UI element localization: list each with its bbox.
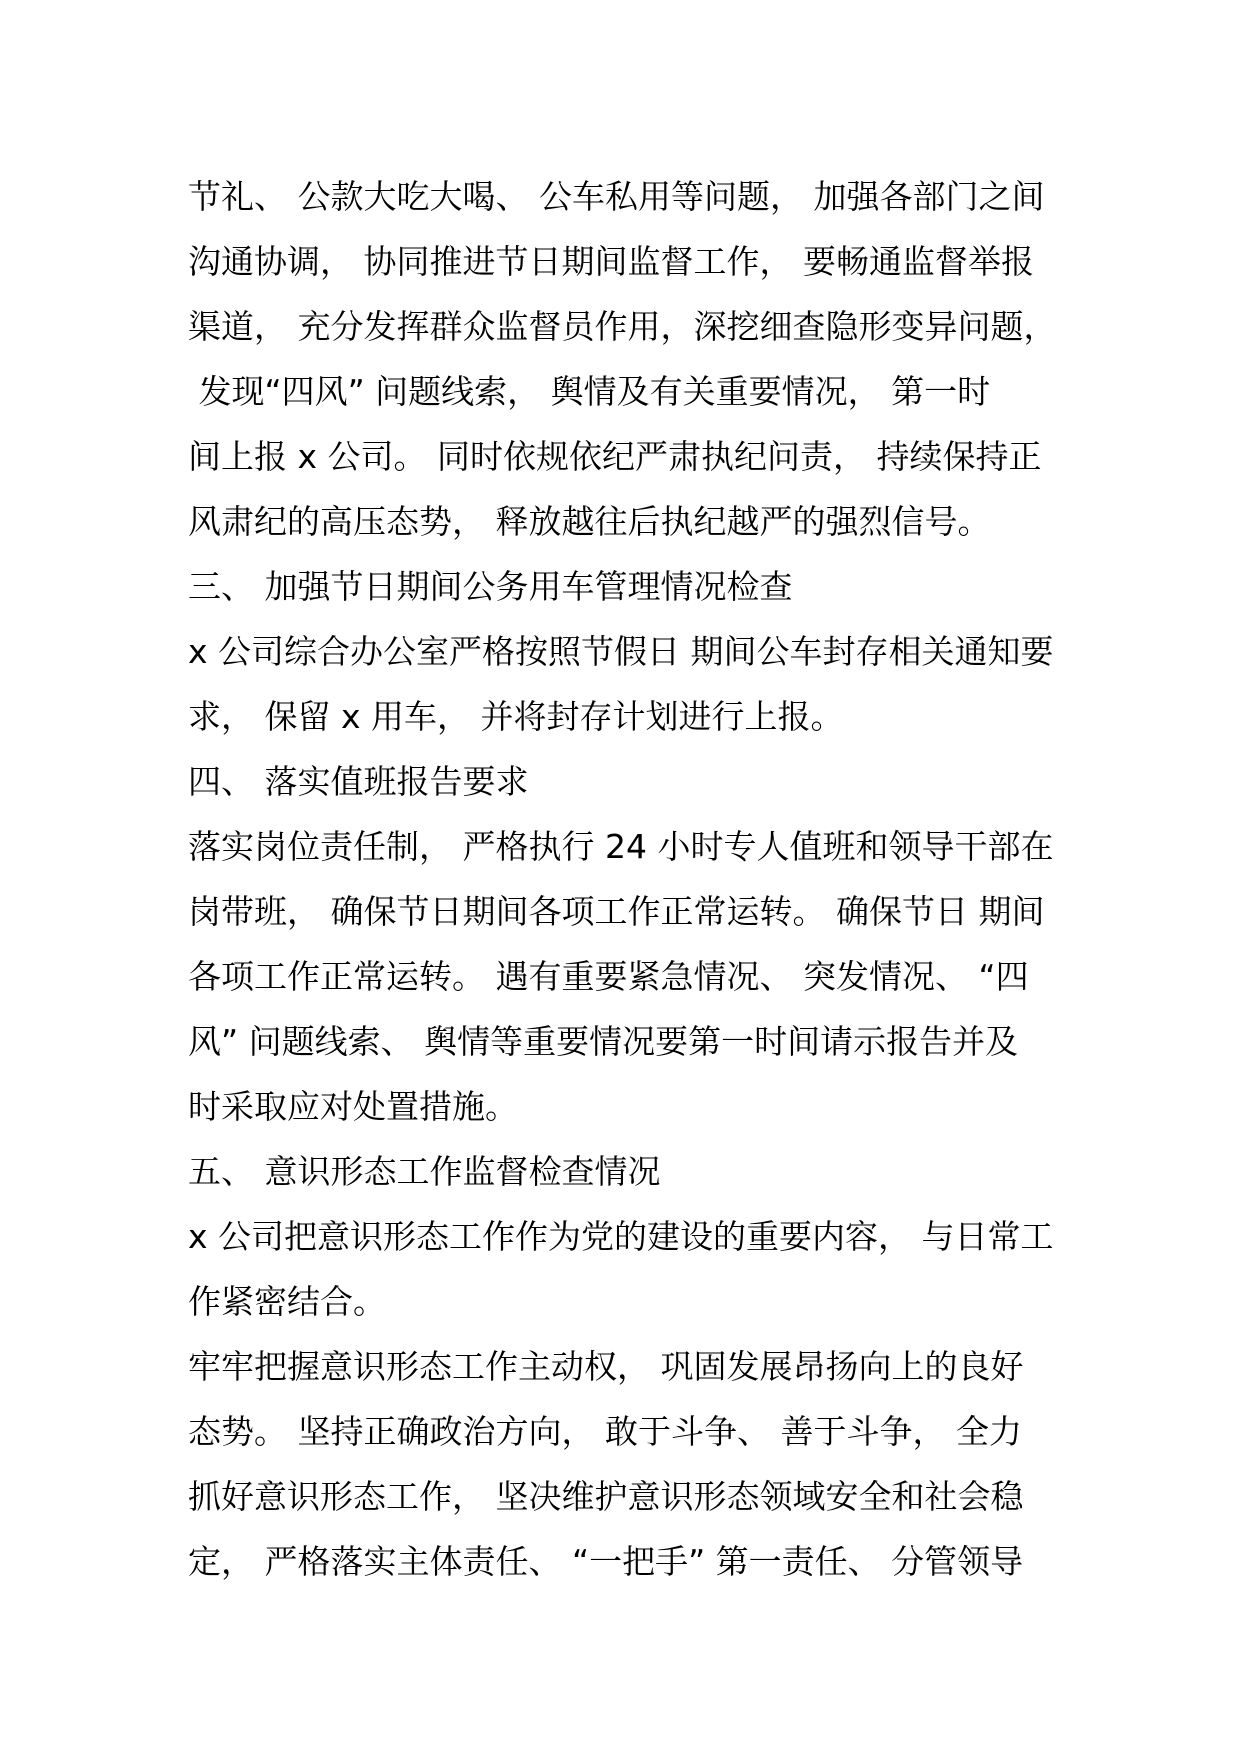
document-body: [188, 164, 1088, 1594]
body-line: 定， 严格落实主体责任、 “一把手” 第一责任、 分管领导: [188, 1542, 1024, 1581]
body-line: 各项工作正常运转。 遇有重要紧急情况、 突发情况、 “四: [188, 957, 1029, 996]
body-line: 态势。 坚持正确政治方向， 敢于斗争、 善于斗争， 全力: [188, 1412, 1022, 1451]
body-line: 作紧密结合。: [188, 1282, 386, 1321]
section-heading-5: 五、 意识形态工作监督检查情况: [188, 1152, 661, 1191]
body-line: 风肃纪的高压态势， 释放越往后执纪越严的强烈信号。: [188, 502, 991, 541]
body-line: 落实岗位责任制， 严格执行 24 小时专人值班和领导干部在: [188, 827, 1054, 866]
body-line: 风” 问题线索、 舆情等重要情况要第一时间请示报告并及: [188, 1022, 1019, 1061]
body-line: 渠道， 充分发挥群众监督员作用，深挖细查隐形变异问题，: [188, 307, 1057, 346]
body-line: x 公司把意识形态工作作为党的建设的重要内容， 与日常工: [188, 1217, 1054, 1256]
body-line: 发现“四风” 问题线索， 舆情及有关重要情况， 第一时: [188, 372, 991, 411]
body-line: 节礼、 公款大吃大喝、 公车私用等问题， 加强各部门之间: [188, 177, 1045, 216]
section-heading-4: 四、 落实值班报告要求: [188, 762, 529, 801]
body-line: 岗带班， 确保节日期间各项工作正常运转。 确保节日 期间: [188, 892, 1045, 931]
body-line: 时采取应对处置措施。: [188, 1087, 518, 1126]
body-line: x 公司综合办公室严格按照节假日 期间公车封存相关通知要: [188, 632, 1054, 671]
body-line: 求， 保留 x 用车， 并将封存计划进行上报。: [188, 697, 844, 736]
body-line: 抓好意识形态工作， 坚决维护意识形态领域安全和社会稳: [188, 1477, 1024, 1516]
body-line: 牢牢把握意识形态工作主动权， 巩固发展昂扬向上的良好: [188, 1347, 1024, 1386]
body-line: 间上报 x 公司。 同时依规依纪严肃执纪问责， 持续保持正: [188, 437, 1042, 476]
section-heading-3: 三、 加强节日期间公务用车管理情况检查: [188, 567, 793, 606]
body-line: 沟通协调， 协同推进节日期间监督工作， 要畅通监督举报: [188, 242, 1034, 281]
